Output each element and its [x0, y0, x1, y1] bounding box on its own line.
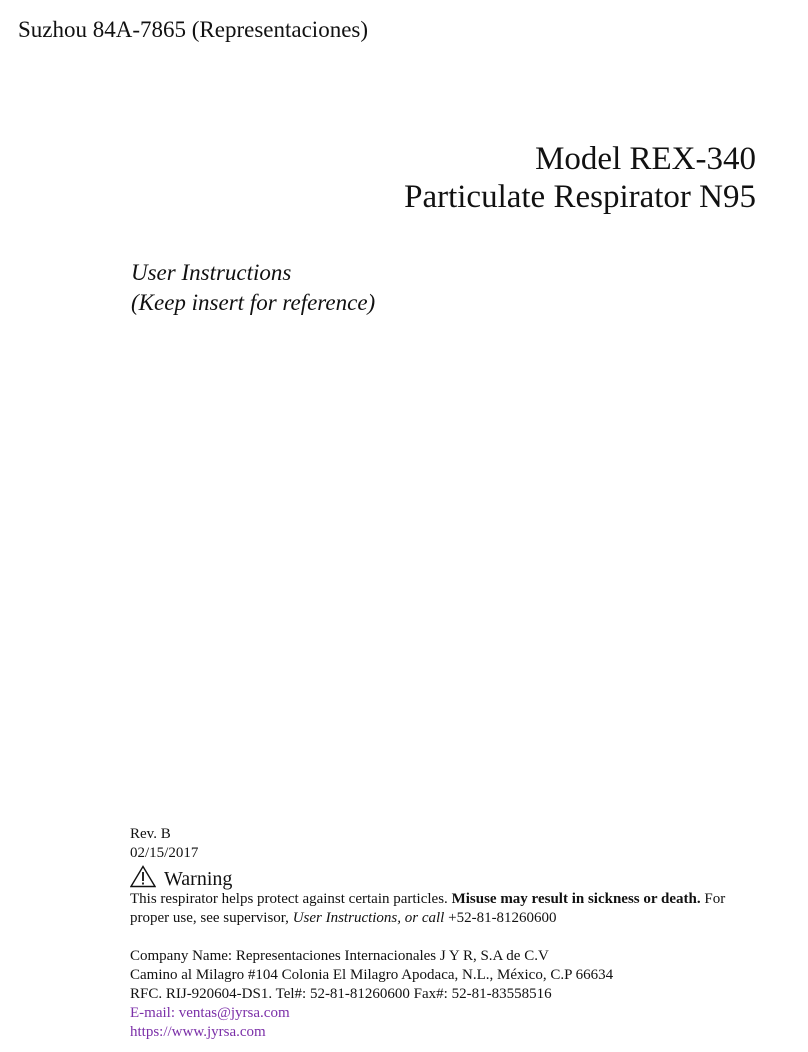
warning-label: Warning: [164, 868, 233, 890]
email-link[interactable]: ventas@jyrsa.com: [178, 1005, 290, 1021]
product-name: Particulate Respirator N95: [404, 179, 756, 215]
footer-section: [130, 825, 730, 1042]
warning-triangle-icon: [130, 865, 156, 888]
warning-heading: [130, 864, 730, 890]
warning-italic-text: User Instructions, or call: [292, 910, 449, 926]
warning-text: [130, 890, 730, 928]
company-address: Camino al Milagro #104 Colonia El Milagro Apodaca, N.L., México, C.P 66634: [130, 967, 614, 983]
website-link[interactable]: https://www.jyrsa.com: [130, 1024, 266, 1040]
model-name: Model REX-340: [535, 141, 756, 177]
company-info: [130, 947, 730, 1042]
warning-text-part2: For proper use, see supervisor,: [130, 891, 726, 926]
warning-bold-text: Misuse may result in sickness or death.: [451, 891, 701, 907]
model-title-block: [404, 140, 756, 216]
warning-text-part1: This respirator helps protect against certain particles.: [130, 891, 452, 907]
instructions-heading: [131, 258, 375, 318]
document-header-title: Suzhou 84A-7865 (Representaciones): [18, 17, 369, 42]
email-label: E-mail:: [130, 1005, 179, 1021]
company-rfc: RFC. RIJ-920604-DS1. Tel#: 52-81-81260600 Fax#: 52-81-83558516: [130, 986, 552, 1002]
revision-label: Rev. B: [130, 826, 171, 842]
company-name: Company Name: Representaciones Internacionales J Y R, S.A de C.V: [130, 948, 549, 964]
revision-date: 02/15/2017: [130, 845, 199, 861]
warning-phone: +52-81-81260600: [448, 910, 557, 926]
instructions-note: (Keep insert for reference): [131, 290, 376, 315]
email-line: [130, 1004, 730, 1023]
instructions-title: User Instructions: [131, 260, 292, 285]
